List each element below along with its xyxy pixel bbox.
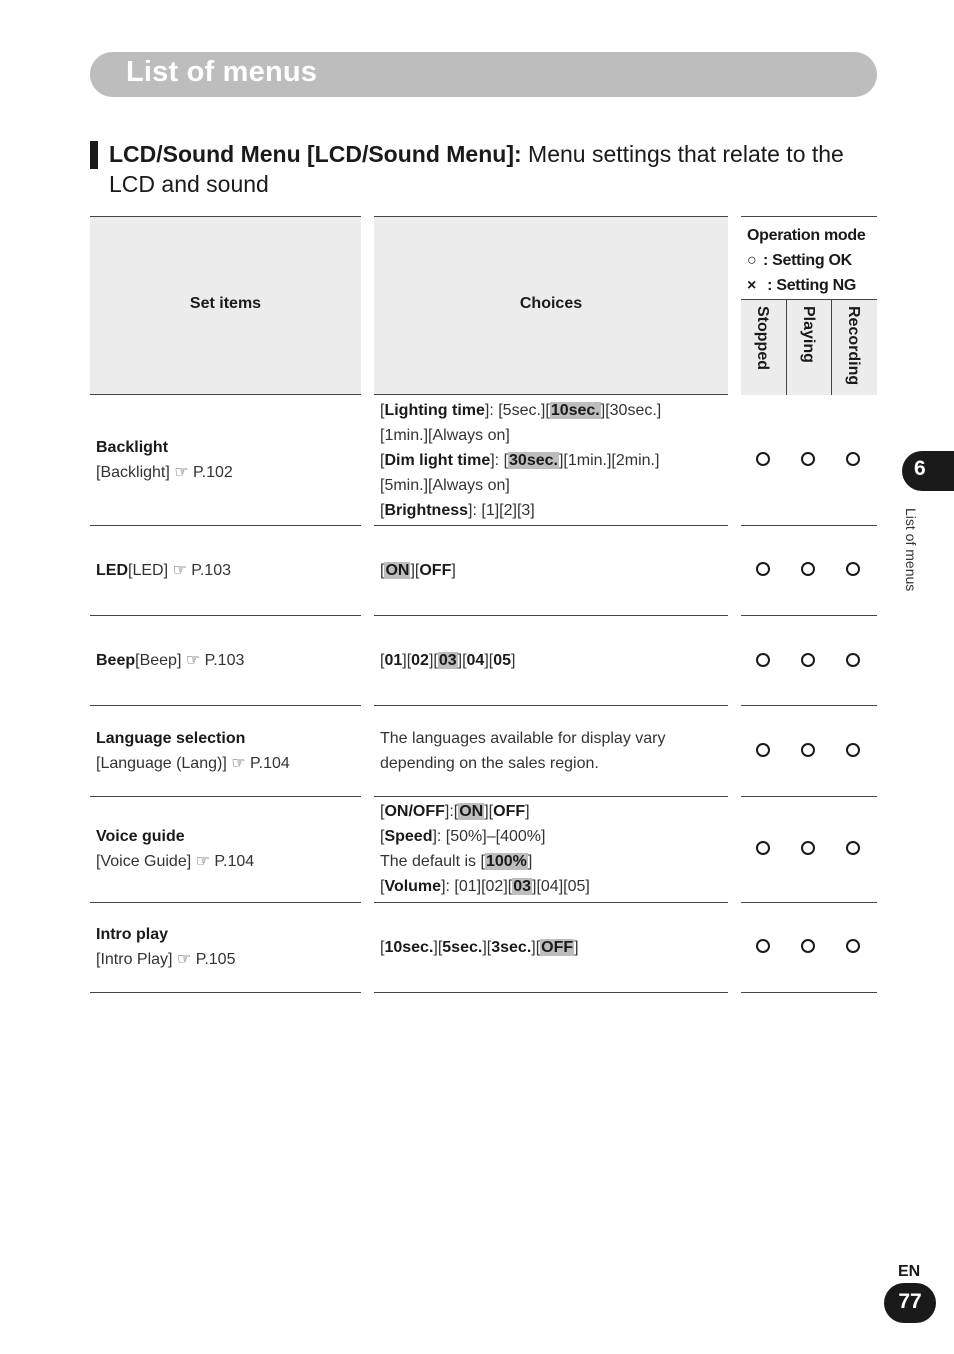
chapter-side-label: List of menus xyxy=(903,508,919,592)
set-item-name: Intro play xyxy=(96,926,169,943)
circle-icon xyxy=(801,939,815,953)
set-item-ref: [LED] ☞ P.103 xyxy=(128,562,231,579)
set-item-ref: [Language (Lang)] ☞ P.104 xyxy=(96,755,290,772)
operation-mode-legend xyxy=(747,223,865,298)
circle-icon xyxy=(756,743,770,757)
set-item-name: LED xyxy=(96,562,128,579)
circle-icon xyxy=(846,452,860,466)
choices-voice-guide: [ON/OFF]:[ON][OFF] [Speed]: [50%]–[400%] The default is [100%] [Volume]: [01][02][03][04][05] xyxy=(380,803,590,895)
cross-icon: × xyxy=(747,277,757,294)
circle-icon xyxy=(801,562,815,576)
set-item-intro-play xyxy=(96,922,358,972)
language-label: EN xyxy=(898,1263,921,1280)
choices-intro-play: [10sec.][5sec.][3sec.][OFF] xyxy=(380,939,579,956)
circle-icon xyxy=(846,743,860,757)
mode-header-stopped xyxy=(741,299,786,395)
header-operation-mode xyxy=(741,216,877,395)
circle-icon xyxy=(756,562,770,576)
set-item-led xyxy=(96,558,358,583)
mode-playing-label: Playing xyxy=(800,306,817,363)
choices-backlight: [Lighting time]: [5sec.][10sec.][30sec.] [1min.][Always on] [Dim light time]: [30sec.][1min.][2min.] [5min.][Always on] [Brightness]: [1][2][3] xyxy=(380,402,662,519)
set-item-ref: [Backlight] ☞ P.102 xyxy=(96,464,233,481)
chapter-tab xyxy=(902,451,954,491)
circle-icon xyxy=(846,653,860,667)
operation-mode-title: Operation mode xyxy=(747,227,866,244)
choices-language: The languages available for display vary depending on the sales region. xyxy=(380,730,666,772)
set-item-ref: [Beep] ☞ P.103 xyxy=(135,652,245,669)
set-item-name: Beep xyxy=(96,652,136,669)
choices-beep: [01][02][03][04][05] xyxy=(380,652,516,669)
circle-icon xyxy=(756,653,770,667)
set-item-ref: [Voice Guide] ☞ P.104 xyxy=(96,853,255,870)
legend-ng-label: : Setting NG xyxy=(763,277,856,294)
page-number-badge xyxy=(884,1283,936,1323)
mode-header-recording xyxy=(831,299,877,395)
section-marker xyxy=(90,141,98,169)
circle-icon: ○ xyxy=(747,252,757,269)
circle-icon xyxy=(801,653,815,667)
set-item-beep xyxy=(96,648,358,673)
chapter-number: 6 xyxy=(914,457,926,480)
circle-icon xyxy=(756,841,770,855)
legend-ok-label: : Setting OK xyxy=(763,252,852,269)
set-item-name: Voice guide xyxy=(96,828,185,845)
circle-icon xyxy=(801,841,815,855)
section-heading xyxy=(109,139,889,199)
circle-icon xyxy=(801,743,815,757)
header-set-items xyxy=(90,216,361,395)
circle-icon xyxy=(846,562,860,576)
circle-icon xyxy=(846,841,860,855)
mode-header-playing xyxy=(786,299,831,395)
header-choices-label: Choices xyxy=(519,295,583,312)
set-item-voice-guide xyxy=(96,824,358,874)
circle-icon xyxy=(756,452,770,466)
circle-icon xyxy=(756,939,770,953)
header-set-items-label: Set items xyxy=(189,295,262,312)
section-heading-bold: LCD/Sound Menu [LCD/Sound Menu]: xyxy=(109,141,522,167)
set-item-ref: [Intro Play] ☞ P.105 xyxy=(96,951,236,968)
choices-led: [ON][OFF] xyxy=(380,562,456,579)
circle-icon xyxy=(846,939,860,953)
header-choices xyxy=(374,216,728,395)
circle-icon xyxy=(801,452,815,466)
title-banner xyxy=(90,52,877,97)
mode-stopped-label: Stopped xyxy=(754,306,771,370)
legend-ng xyxy=(747,273,865,298)
page-number: 77 xyxy=(898,1290,922,1313)
mode-recording-label: Recording xyxy=(845,306,862,386)
set-item-language xyxy=(96,726,358,776)
set-item-name: Backlight xyxy=(96,439,169,456)
section-heading-rest: Menu settings that relate to the LCD and sound xyxy=(109,141,844,197)
set-item-backlight xyxy=(96,435,358,485)
set-item-name: Language selection xyxy=(96,730,246,747)
page-title: List of menus xyxy=(126,56,318,88)
legend-ok xyxy=(747,248,865,273)
